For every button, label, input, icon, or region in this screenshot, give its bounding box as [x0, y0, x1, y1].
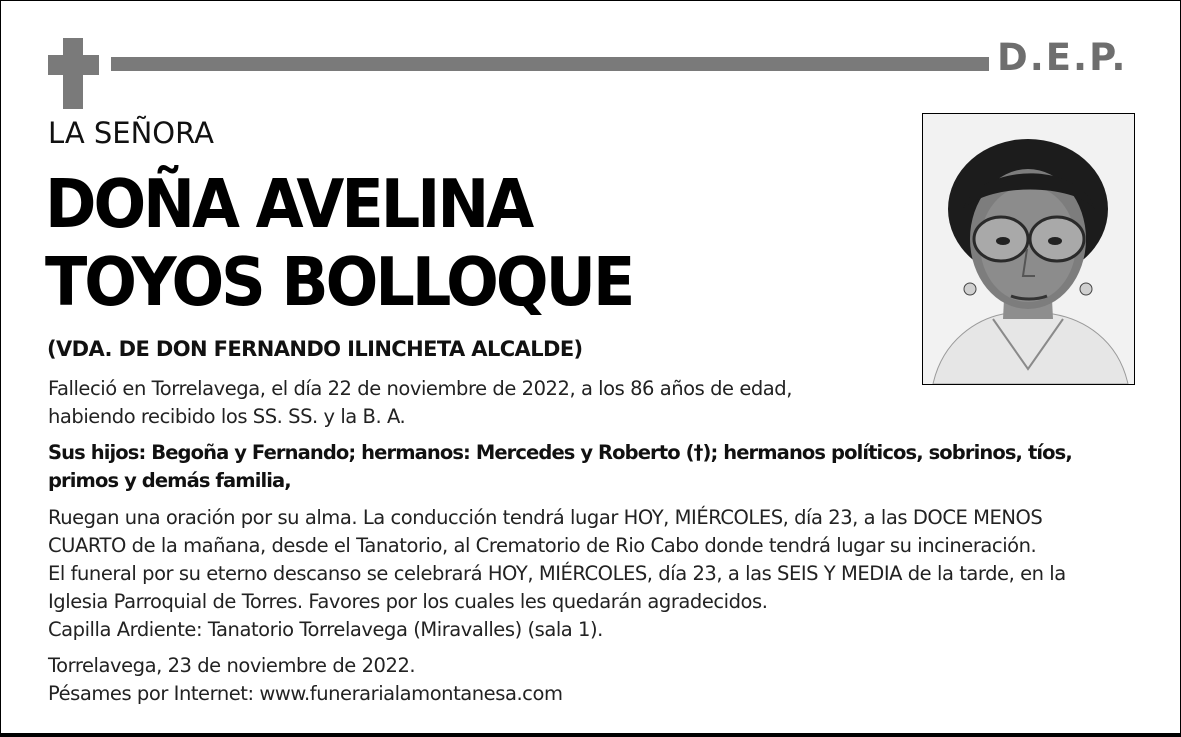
- death-notice-line1: Falleció en Torrelavega, el día 22 de noviembre de 2022, a los 86 años de edad,: [48, 377, 792, 400]
- family-line1: Sus hijos: Begoña y Fernando; hermanos: Mercedes y Roberto (†); hermanos políticos, sobrinos, tíos,: [48, 441, 1072, 464]
- ceremony-line1: Ruegan una oración por su alma. La conducción tendrá lugar HOY, MIÉRCOLES, día 23, a las DOCE MENOS: [48, 506, 1043, 529]
- ceremony-line5: Capilla Ardiente: Tanatorio Torrelavega (Miravalles) (sala 1).: [48, 618, 603, 641]
- cross-horizontal-bar: [48, 55, 99, 75]
- deceased-name-line1: DOÑA AVELINA: [45, 164, 532, 244]
- header-rule: [111, 57, 989, 71]
- portrait-illustration: [923, 114, 1134, 384]
- portrait-photo: [922, 113, 1135, 385]
- ceremony-line4: Iglesia Parroquial de Torres. Favores por los cuales les quedarán agradecidos.: [48, 590, 768, 613]
- dep-label: D.E.P.: [997, 36, 1128, 79]
- death-notice-line2: habiendo recibido los SS. SS. y la B. A.: [48, 405, 406, 428]
- condolences-link: Pésames por Internet: www.funerarialamontanesa.com: [48, 682, 563, 705]
- ceremony-line3: El funeral por su eterno descanso se celebrará HOY, MIÉRCOLES, día 23, a las SEIS Y MEDIA de la tarde, en la: [48, 562, 1066, 585]
- honorific: LA SEÑORA: [48, 116, 214, 150]
- deceased-name-line2: TOYOS BOLLOQUE: [45, 242, 633, 322]
- widow-of: (VDA. DE DON FERNANDO ILINCHETA ALCALDE): [47, 337, 583, 361]
- place-date: Torrelavega, 23 de noviembre de 2022.: [48, 654, 416, 677]
- ceremony-line2: CUARTO de la mañana, desde el Tanatorio, al Crematorio de Rio Cabo donde tendrá lugar su incineración.: [48, 534, 1037, 557]
- family-line2: primos y demás familia,: [48, 469, 291, 492]
